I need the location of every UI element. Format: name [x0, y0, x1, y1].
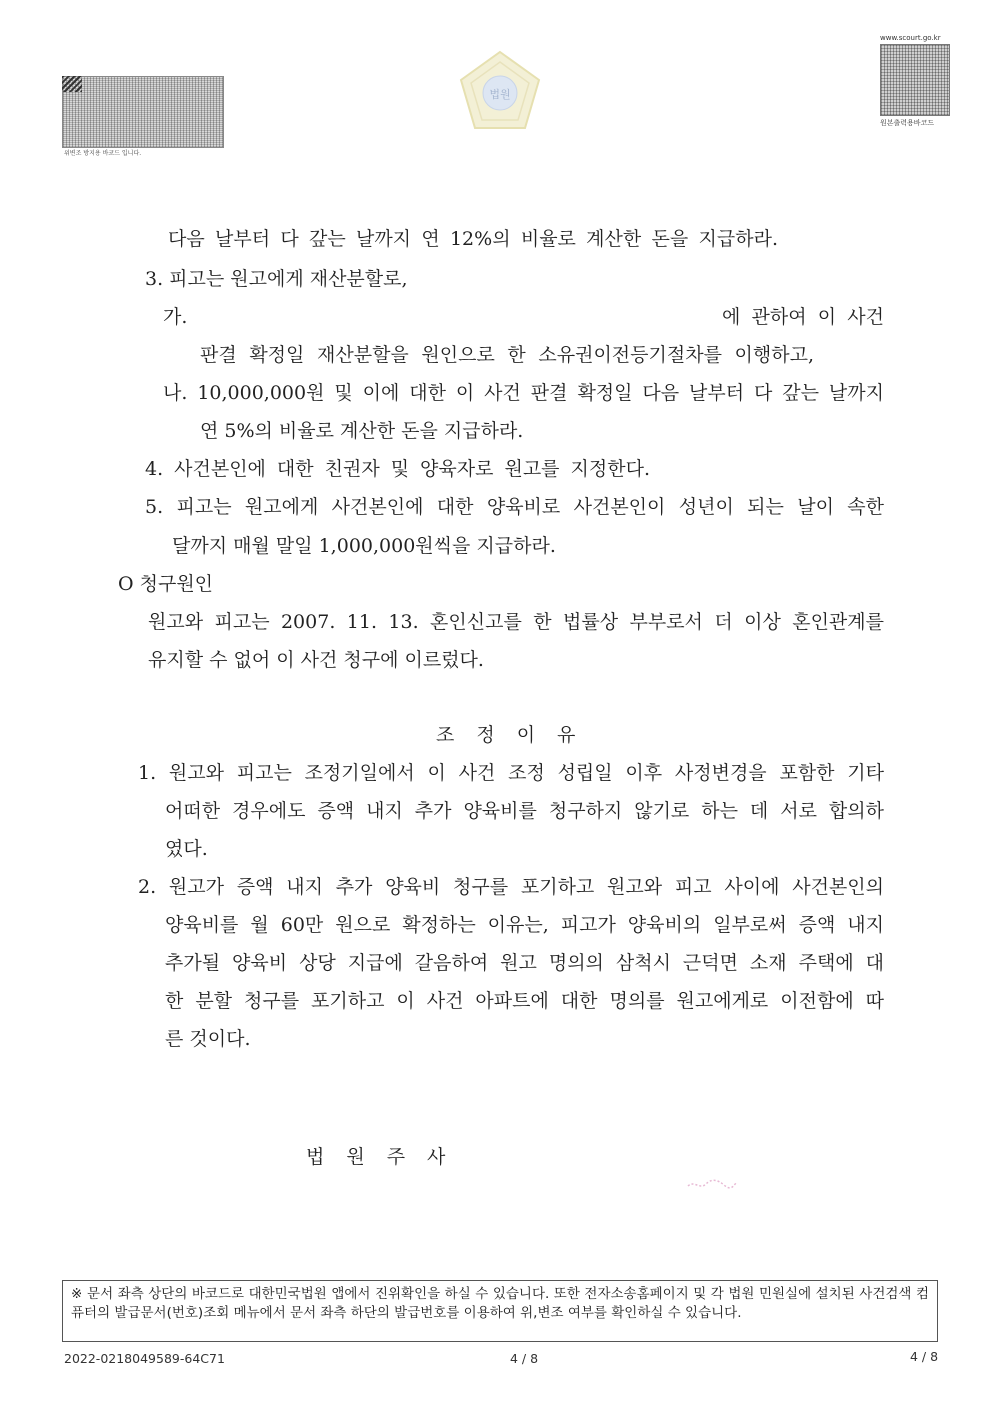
reason-2-line: 양육비를 월 60만 원으로 확정하는 이유는, 피고가 양육비의 일부로써 증액 내지 — [165, 914, 884, 936]
signature-title: 법원주사 — [306, 1146, 468, 1168]
page-number-center: 4 / 8 — [510, 1351, 539, 1366]
cause-line: 유지할 수 없어 이 사건 청구에 이르렀다. — [148, 649, 484, 671]
claim-item-3a-tail: 에 관하여 이 사건 — [722, 306, 884, 328]
claim-item-3b-cont: 연 5%의 비율로 계산한 돈을 지급하라. — [200, 420, 524, 442]
barcode-corner-mark — [62, 76, 82, 92]
reason-2-line: 른 것이다. — [165, 1028, 251, 1050]
claim-item-3b: 나. 10,000,000원 및 이에 대한 이 사건 판결 확정일 다음 날부터 다 갚는 날까지 — [163, 382, 884, 404]
page-number-right: 4 / 8 — [910, 1349, 939, 1364]
claim-item-5: 5. 피고는 원고에게 사건본인에 대한 양육비로 사건본인이 성년이 되는 날이 속한 — [145, 496, 884, 518]
original-output-barcode — [880, 44, 950, 116]
reason-2-line: 추가될 양육비 상당 지급에 갈음하여 원고 명의의 삼척시 근덕면 소재 주택에 대 — [165, 952, 884, 974]
claim-item-3a-label: 가. — [163, 306, 188, 328]
reason-1-line: 1. 원고와 피고는 조정기일에서 이 사건 조정 성립일 이후 사정변경을 포함한 기타 — [138, 762, 884, 784]
issue-number: 2022-0218049589-64C71 — [64, 1351, 225, 1366]
cause-line: 원고와 피고는 2007. 11. 13. 혼인신고를 한 법률상 부부로서 더 이상 혼인관계를 — [148, 611, 884, 633]
claim-item-3: 3. 피고는 원고에게 재산분할로, — [145, 268, 408, 290]
reason-2-line: 2. 원고가 증액 내지 추가 양육비 청구를 포기하고 원고와 피고 사이에 사건본인의 — [138, 876, 884, 898]
court-seal-watermark — [455, 48, 545, 138]
verification-notice: ※ 문서 좌측 상단의 바코드로 대한민국법원 앱에서 진위확인을 하실 수 있습니다. 또한 전자소송홈페이지 및 각 법원 민원실에 설치된 사건검색 컴퓨터의 발급문서(번호)조회 메뉴에서 문서 좌측 하단의 발급번호를 이용하여 위,변조 여부를 확인하실 수 있습니다. — [62, 1280, 938, 1342]
claim-item-4: 4. 사건본인에 대한 친권자 및 양육자로 원고를 지정한다. — [145, 458, 650, 480]
cause-heading: O 청구원인 — [118, 573, 214, 595]
original-barcode-caption: 원본출력용바코드 — [880, 119, 935, 127]
barcode-caption: 위변조 방지용 바코드 입니다. — [64, 150, 142, 157]
reason-1-line: 였다. — [165, 838, 208, 860]
reason-1-line: 어떠한 경우에도 증액 내지 추가 양육비를 청구하지 않기로 하는 데 서로 합의하 — [165, 800, 884, 822]
reason-2-line: 한 분할 청구를 포기하고 이 사건 아파트에 대한 명의를 원고에게로 이전함에 따 — [165, 990, 884, 1012]
faint-stamp-mark — [686, 1176, 738, 1192]
reason-heading: 조정이유 — [436, 724, 598, 746]
seal-text: 법원 — [489, 88, 511, 101]
court-url: www.scourt.go.kr — [880, 34, 941, 42]
verification-barcode — [62, 76, 224, 148]
claim-item-5-cont: 달까지 매월 말일 1,000,000원씩을 지급하라. — [172, 535, 556, 557]
claim-item-3a-cont: 판결 확정일 재산분할을 원인으로 한 소유권이전등기절차를 이행하고, — [200, 344, 814, 366]
text-line: 다음 날부터 다 갚는 날까지 연 12%의 비율로 계산한 돈을 지급하라. — [168, 228, 778, 250]
